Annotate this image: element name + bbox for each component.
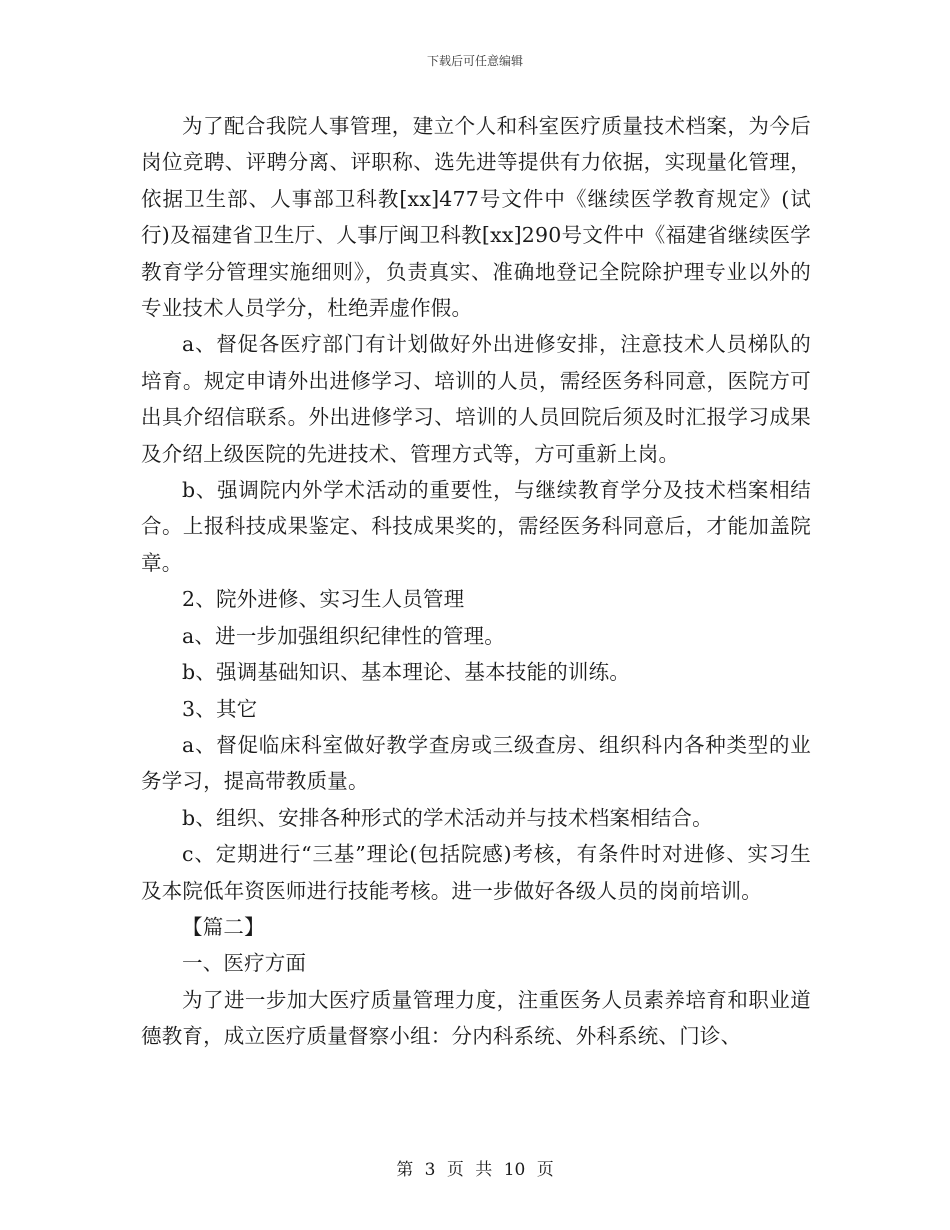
- page-header: 下载后可任意编辑: [426, 54, 523, 68]
- paragraph: b、强调院内外学术活动的重要性，与继续教育学分及技术档案相结合。上报科技成果鉴定、科技成果奖的，需经医务科同意后，才能加盖院章。: [141, 478, 811, 575]
- paragraph: 为了配合我院人事管理，建立个人和科室医疗质量技术档案，为今后岗位竞聘、评聘分离、评职称、选先进等提供有力依据，实现量化管理，依据卫生部、人事部卫科教[xx]477号文件中《继续医学教育规定》(试行)及福建省卫生厅、人事厅闽卫科教[xx]290号文件中《福建省继续医学教育学分管理实施细则》，负责真实、准确地登记全院除护理专业以外的专业技术人员学分，杜绝弄虚作假。: [141, 114, 811, 321]
- part-heading: 【篇二】: [182, 914, 265, 939]
- section-heading: 一、医疗方面: [182, 951, 307, 976]
- paragraph: c、定期进行“三基”理论(包括院感)考核，有条件时对进修、实习生及本院低年资医师进行技能考核。进一步做好各级人员的岗前培训。: [141, 842, 811, 903]
- document-body: [141, 108, 811, 1055]
- page-number: 第 3 页 共 10 页: [396, 1160, 554, 1180]
- paragraph: a、进一步加强组织纪律性的管理。: [182, 623, 505, 648]
- section-heading: 2、院外进修、实习生人员管理: [182, 587, 465, 612]
- paragraph: 为了进一步加大医疗质量管理力度，注重医务人员素养培育和职业道德教育，成立医疗质量督察小组：分内科系统、外科系统、门诊、: [141, 987, 811, 1049]
- section-heading: 3、其它: [182, 696, 258, 721]
- paragraph: a、督促各医疗部门有计划做好外出进修安排，注意技术人员梯队的培育。规定申请外出进修学习、培训的人员，需经医务科同意，医院方可出具介绍信联系。外出进修学习、培训的人员回院后须及时汇报学习成果及介绍上级医院的先进技术、管理方式等，方可重新上岗。: [141, 332, 811, 466]
- paragraph: b、组织、安排各种形式的学术活动并与技术档案相结合。: [182, 805, 713, 830]
- paragraph: a、督促临床科室做好教学查房或三级查房、组织科内各种类型的业务学习，提高带教质量。: [141, 732, 811, 794]
- paragraph: b、强调基础知识、基本理论、基本技能的训练。: [182, 660, 631, 685]
